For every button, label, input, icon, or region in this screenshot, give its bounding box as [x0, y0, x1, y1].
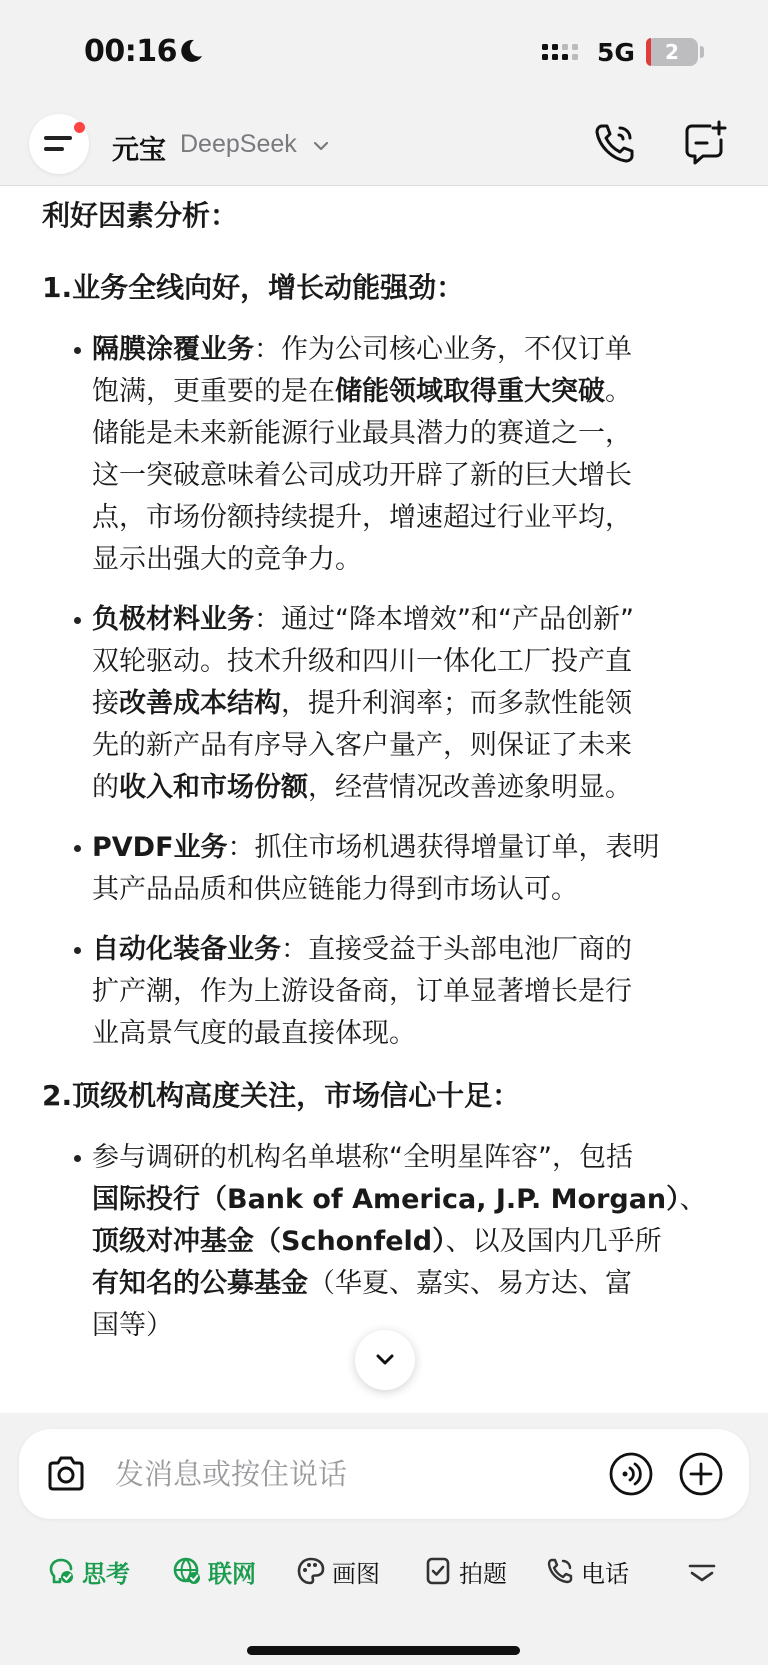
- text-line: [92, 370, 632, 414]
- bold-text: 改善成本结构: [119, 688, 281, 719]
- text-segment: 、以及国内几乎所: [445, 1226, 662, 1257]
- text-segment: 、: [679, 1184, 707, 1215]
- bold-text: 自动化装备业务: [92, 934, 281, 965]
- scroll-to-bottom-button[interactable]: [355, 1330, 415, 1390]
- signal-icon: [542, 40, 582, 66]
- photo-question-icon: [423, 1556, 453, 1586]
- globe-icon: [172, 1556, 202, 1586]
- chevron-down-icon: [373, 1350, 397, 1370]
- text-line: [92, 1304, 173, 1348]
- tool-label: 画图: [332, 1559, 380, 1588]
- tool-label: 联网: [208, 1559, 256, 1588]
- text-segment: 先的新产品有序导入客户量产，则保证了未来: [92, 730, 632, 761]
- text-segment: 参与调研的机构名单堪称“全明星阵容”，包括: [92, 1142, 633, 1173]
- plus-icon[interactable]: [678, 1451, 724, 1497]
- text-line: [92, 640, 632, 684]
- battery-level: 2: [665, 40, 679, 64]
- chat-message: [0, 186, 768, 1413]
- model-selector[interactable]: DeepSeek: [180, 130, 297, 158]
- new-chat-button[interactable]: [680, 118, 730, 168]
- text-line: [92, 1262, 632, 1306]
- text-line: [92, 454, 632, 498]
- text-line: [92, 682, 632, 726]
- collapse-toolbar-icon[interactable]: [686, 1556, 718, 1588]
- bold-text: 顶级对冲基金（Schonfeld）: [92, 1226, 446, 1257]
- text-line: [92, 1178, 707, 1222]
- bullet-dot: [74, 347, 81, 354]
- text-segment: 显示出强大的竞争力。: [92, 544, 362, 575]
- text-line: [92, 970, 632, 1014]
- text-line: [92, 496, 632, 540]
- battery-cap: [700, 46, 704, 58]
- bullet-dot: [74, 617, 81, 624]
- home-indicator: [247, 1646, 520, 1655]
- tool-photo-question[interactable]: [423, 1548, 507, 1594]
- moon-icon: [178, 38, 204, 64]
- text-line: [92, 724, 632, 768]
- battery-icon: [646, 38, 698, 66]
- tool-draw[interactable]: [296, 1548, 380, 1594]
- phone-call-button[interactable]: [590, 118, 640, 168]
- notification-dot: [74, 122, 85, 133]
- bold-text: 利好因素分析：: [42, 199, 239, 232]
- text-segment: 的: [92, 772, 119, 803]
- text-line: [92, 328, 632, 372]
- bullet-dot: [74, 1155, 81, 1162]
- text-line: [92, 826, 660, 870]
- text-line: [92, 412, 632, 456]
- voice-icon[interactable]: [608, 1451, 654, 1497]
- text-segment: 。: [605, 376, 632, 407]
- text-segment: ：抓住市场机遇获得增量订单，表明: [227, 832, 660, 863]
- app-title: 元宝: [112, 135, 166, 166]
- think-icon: [46, 1556, 76, 1586]
- text-segment: ：通过“降本增效”和“产品创新”: [254, 604, 634, 635]
- chat-header: [0, 104, 768, 184]
- text-segment: ：作为公司核心业务，不仅订单: [254, 334, 632, 365]
- text-line: [92, 868, 578, 912]
- text-line: [92, 1220, 662, 1264]
- text-segment: 储能是未来新能源行业最具潜力的赛道之一，: [92, 418, 632, 449]
- text-segment: 扩产潮，作为上游设备商，订单显著增长是行: [92, 976, 632, 1007]
- menu-button[interactable]: [29, 114, 89, 174]
- section-heading: [42, 1074, 520, 1118]
- chevron-down-icon[interactable]: [313, 140, 329, 152]
- bullet-dot: [74, 845, 81, 852]
- bold-text: 有知名的公募基金: [92, 1268, 308, 1299]
- text-segment: ，提升利润率；而多款性能领: [281, 688, 632, 719]
- text-line: [92, 766, 632, 810]
- tool-label: 思考: [82, 1559, 130, 1588]
- text-segment: 饱满，更重要的是在: [92, 376, 335, 407]
- text-segment: 其产品品质和供应链能力得到市场认可。: [92, 874, 578, 905]
- text-segment: 国等）: [92, 1310, 173, 1341]
- tool-phone[interactable]: [545, 1548, 629, 1594]
- bold-text: 收入和市场份额: [119, 772, 308, 803]
- text-line: [92, 598, 634, 642]
- bullet-dot: [74, 947, 81, 954]
- bold-text: 1.业务全线向好，增长动能强劲：: [42, 271, 465, 304]
- text-segment: 这一突破意味着公司成功开辟了新的巨大增长: [92, 460, 632, 491]
- section-heading: [42, 194, 238, 238]
- text-segment: 业高景气度的最直接体现。: [92, 1018, 416, 1049]
- bold-text: 隔膜涂覆业务: [92, 334, 254, 365]
- text-segment: 点，市场份额持续提升，增速超过行业平均，: [92, 502, 632, 533]
- message-composer: [19, 1429, 749, 1519]
- text-segment: 接: [92, 688, 119, 719]
- text-line: [92, 928, 632, 972]
- section-heading: [42, 266, 464, 310]
- status-time: 00:16: [84, 34, 177, 69]
- text-line: [92, 538, 362, 582]
- palette-icon: [296, 1556, 326, 1586]
- text-segment: ，经营情况改善迹象明显。: [308, 772, 632, 803]
- bold-text: 2.顶级机构高度关注，市场信心十足：: [42, 1079, 521, 1112]
- text-line: [92, 1012, 416, 1056]
- bold-text: 储能领域取得重大突破: [335, 376, 605, 407]
- text-segment: （华夏、嘉实、易方达、富: [308, 1268, 632, 1299]
- bold-text: 负极材料业务: [92, 604, 254, 635]
- bold-text: PVDF业务: [92, 832, 228, 863]
- tool-think[interactable]: [46, 1548, 130, 1594]
- phone-icon: [545, 1556, 575, 1586]
- network-type: 5G: [597, 38, 635, 67]
- tool-web-search[interactable]: [172, 1548, 256, 1594]
- tool-bar: [0, 1548, 768, 1594]
- tool-label: 电话: [581, 1559, 629, 1588]
- tool-label: 拍题: [459, 1559, 507, 1588]
- text-segment: ：直接受益于头部电池厂商的: [281, 934, 632, 965]
- camera-icon[interactable]: [43, 1451, 89, 1497]
- status-bar: [0, 0, 768, 100]
- message-input[interactable]: [115, 1451, 555, 1497]
- text-segment: 双轮驱动。技术升级和四川一体化工厂投产直: [92, 646, 632, 677]
- bold-text: 国际投行（Bank of America, J.P. Morgan）: [92, 1184, 680, 1215]
- text-line: [92, 1136, 633, 1180]
